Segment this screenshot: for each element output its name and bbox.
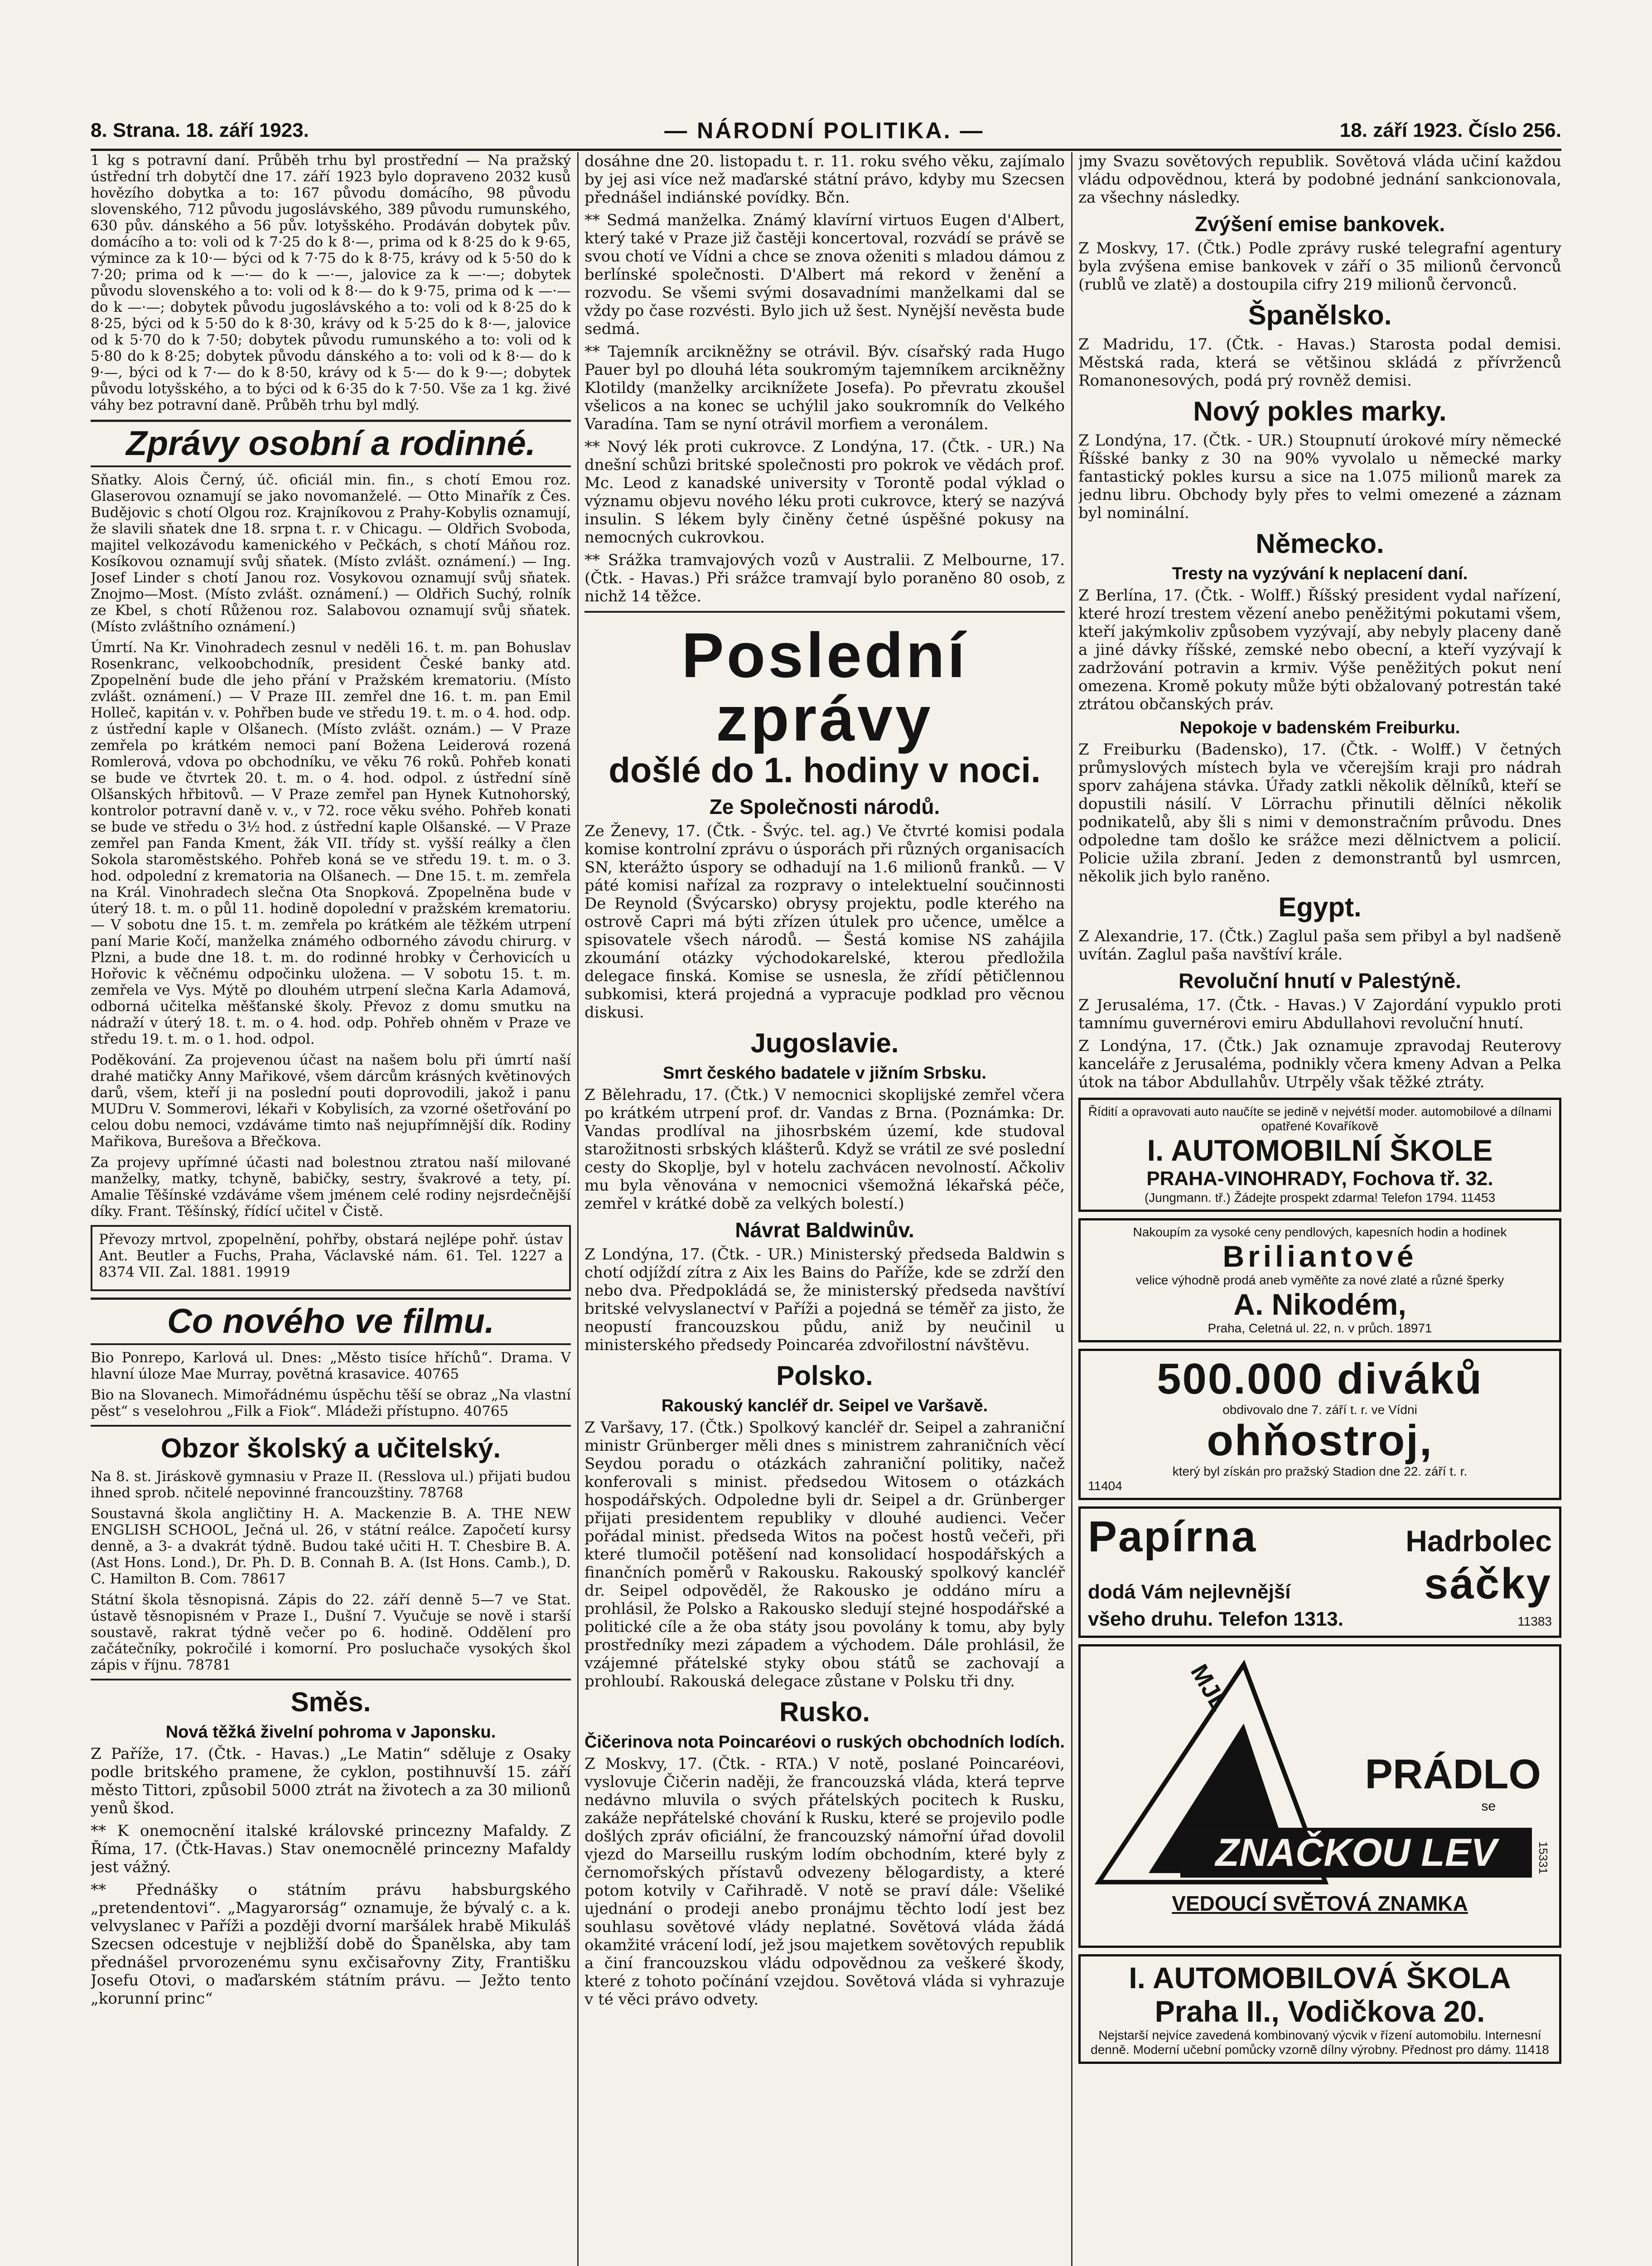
ad-pap-phone: všeho druhu. Telefon 1313. [1088, 1608, 1343, 1630]
japan-text: Z Paříže, 17. (Čtk. - Havas.) „Le Matin“ sděluje z Osaky podle britského pramene, že cyklon, postihnuvší 15. září město Tittori, způsobil 5000 ztrát na životech a za 30 milionů yenů škod. [91, 1745, 571, 1817]
heading-seipel: Rakouský kancléř dr. Seipel ve Varšavě. [661, 1396, 988, 1415]
ad-pap-text: dodá Vám nejlevnější [1088, 1581, 1291, 1603]
ad-brilliants [1078, 1218, 1561, 1342]
mafalda-text: ** K onemocnění italské královské princezny Mafaldy. Z Říma, 17. (Čtk-Havas.) Stav onemocnělé princezny Mafaldy jest vážný. [91, 1822, 571, 1876]
ad-fireworks-sub: obdivovalo dne 7. září t. r. ve Vídni [1222, 1403, 1417, 1417]
heading-palestine: Revoluční hnutí v Palestýně. [1179, 969, 1461, 993]
column-2 [584, 152, 1065, 2266]
madrid-text: Z Madridu, 17. (Čtk. - Havas.) Starosta podal demisi. Městská rada, která se většinou skládá z přívrženců Romanonesových, podá prý rovněž demisi. [1078, 335, 1561, 390]
heading-film: Co nového ve filmu. [91, 1298, 571, 1345]
lectures-text: ** Přednášky o státním právu habsburgského „pretendentovi“. „Magyarorság“ oznamuje, že bývalý c. a k. velvyslanec v Paříži a později dvorní maršálek hrabě Mikuláš Szecsen odcestuje v nejbližší době do Španělska, aby tam přednášel prvorozenému synu exčisařovny Zity, Františku Josefu Otovi, o maďarském státním právu. — Ježto tento „korunní princ“ [91, 1881, 571, 2008]
mark-text: Z Londýna, 17. (Čtk. - UR.) Stoupnutí úrokové míry německé Říšské banky z 30 na 90% vyvolalo u německé marky fantastický pokles kursu a sice na 1.075 milionů marek za jednu libru. Obchody byly přes to velmi omezené a záznam byl nominální. [1078, 431, 1561, 522]
ad-fireworks-bottom: který byl získán pro pražský Stadion dne 22. září t. r. [1172, 1464, 1468, 1478]
heading-germany: Německo. [1256, 528, 1384, 559]
heading-penalties: Tresty na vyzývání k neplacení daní. [1172, 564, 1468, 583]
ad-fireworks-viewers: 500.000 diváků [1157, 1355, 1483, 1403]
header-right: 18. září 1923. Číslo 256. [1339, 119, 1561, 141]
column-rule-1 [577, 152, 579, 2266]
rule [584, 611, 1065, 613]
ad-pap-bags: sáčky [1424, 1559, 1552, 1608]
ad-auto2-name: I. AUTOMOBILOVÁ ŠKOLA [1129, 1961, 1511, 1995]
heading-league: Ze Společnosti národů. [709, 795, 940, 818]
baldwin-text: Z Londýna, 17. (Čtk. - UR.) Ministerský předseda Baldwin s chotí odjíždí zítra z Aix les Bains do Paříže, kde se zdrží den nebo dva. Předpokládá se, že ministerský předseda navštíví britské velvyslanectví v Paříži a pojedná se téměř za jisto, že neopustí francouzskou půdu, aniž by neučinil u ministerského předsedy Poincaréa zdvořilostní návštěvu. [584, 1245, 1065, 1354]
school-3: Státní škola těsnopisná. Zápis do 22. září denně 5—7 ve Stat. ústavě těsnopisném v Praze I., Dušní 7. Vyučuje se nově i starší soustavě, rakrat týdně večer po 6. hodině. Oddělení pro začátečníky, pokročilé i komorní. Pro posluchače vysokých škol zápis v říjnu. 78781 [91, 1592, 571, 1673]
ad-fireworks [1078, 1349, 1561, 1500]
film-1: Bio Ponrepo, Karlová ul. Dnes: „Město tisíce hříchů“. Drama. V hlavní úloze Mae Murray, povětná krasavice. 40765 [91, 1350, 571, 1382]
tram-crash: ** Srážka tramvajových vozů v Australii. Z Melbourne, 17. (Čtk. - Havas.) Při srážce tramvají bylo poraněno 80 osob, z nichž 14 těžce. [584, 551, 1065, 605]
ad-pap-num: 11383 [1517, 1614, 1552, 1628]
heading-emission: Zvýšení emise bankovek. [1194, 212, 1445, 236]
ad-bril-mid: velice výhodně prodá aneb vyměňte za nové zlaté a různé šperky [1135, 1273, 1504, 1287]
freiburg-text: Z Freiburku (Badensko), 17. (Čtk. - Wolff.) V četných průmyslových místech byla ve včerejším kraji pro nádrah sporv zahájena stávka. Úřady zatkli několik dělníků, kteří se dopustili násilí. V Lörrachu přinutili dělníci několik podnikatelů, aby šli s nimi v demonstračním průvodu. Dnes odpoledne tam došlo ke srážce mezi dělnictvem a policií. Policie užila zbraní. Jeden z demonstrantů byl usmrcen, několik jich bylo raněno. [1078, 741, 1561, 886]
ad-pap-title: Papírna [1088, 1512, 1257, 1561]
deaths: Úmrtí. Na Kr. Vinohradech zesnul v neděli 16. t. m. pan Bohuslav Rosenkranc, velkoobchodník, president České banky atd. Zpopelnění bude dle jeho přání v Pražském krematoriu. (Místo zvlášt. oznámení.) — V Praze III. zemřel dne 16. t. m. pan Emil Holleč, kapitán v. v. Pohřben bude ve středu 19. t. m. o 4. hod. odp. z ústřední kaple v Olšanech. (Místo zvlášt. oznám.) — V Praze zemřela po krátkém nemoci paní Božena Leiderová rozená Romlerová, vdova po obchodníku, ve věku 76 roků. Pohřeb konati se bude ve čtvrtek 20. t. m. o 4. hod. odpol. z ústřední síně Olšanských hřbitovů. — V Praze zemřel pan Hynek Kutnohorský, kontrolor potravní daně v. v., v 72. roce věku svého. Pohřeb konati se bude ve středu o 3½ hod. z ústřední kaple Olšanské. — V Praze zemřel pan Fanda Kment, žák VII. třídy st. vyšší reálky a člen Sokola staroměstského. Pohřeb koná se ve středu 19. t. m. o 3. hod. odpolední z krematoria na Olšanech. — Dne 15. t. m. zemřela na Král. Vinohradech slečna Ota Snopková. Zpopelněna bude v úterý 18. t. m. o půl 11. hodině dopolední v pražském krematoriu. — V sobotu dne 15. t. m. zemřela po krátkém ale těžkém utrpení paní Marie Kočí, manželka známého odborného závodu chirurg. v Plzni, a bude dne 18. t. m. do rodinné hrobky v Čerhovicích u Hořovic k věčnému odpočinku uložena. — V sobotu 15. t. m. zemřela ve Vys. Mýtě po dlouhém utrpení slečna Karla Adamová, odborná učitelka měšťanské školy. Převoz z domu smutku na nádraží v úterý 18. t. m. o 4. hod. odp. Pohřeb ohněm v Praze ve středu 19. t. m. o 1. hod. odpol. [91, 639, 571, 1047]
geneva-text: Ze Ženevy, 17. (Čtk. - Švýc. tel. ag.) Ve čtvrté komisi podala komise kontrolní zprávu o úsporách při různých organisacích SN, kterážto úspory se odhadují na 1.6 milionů franků. — V páté komisi nařízal za rozpravy o intelektuelní součinnosti De Reynold (Švýcarsko) obrysy projektu, podle kterého na ostrově Capri má býti zřízen útulek pro učence, umělce a spisovatele všech národů. — Šestá komise NS zahájila zkoumání otázky východokarelské, kterou předložila delegace finská. Komise se usnesla, že zřídí pětičlennou subkomisi, která projedná a vypracuje podklad pro věcnou diskusi. [584, 822, 1065, 1022]
latest-news-banner [584, 620, 1065, 790]
ad-fireworks-word: ohňostroj, [1207, 1416, 1433, 1465]
heading-poland: Polsko. [776, 1361, 873, 1391]
thanks-2: Za projevy upřímné účasti nad bolestnou ztratou naší milované manželky, matky, tchyně, babičky, sestry, švakrové a tety, pí. Amalie Těšínské vzdáváme všem jménem celé rodiny nejsrdečnější díky. Frant. Těšínský, řídící učitel v Čistě. [91, 1154, 571, 1220]
ad-pradlo-num: 15331 [1536, 1841, 1550, 1874]
school-2: Soustavná škola angličtiny H. A. Mackenzie B. A. THE NEW ENGLISH SCHOOL, Ječná ul. 26, v státní reálce. Započetí kursy denně, a 3- a dvakrát týdně. Budou také učiti H. T. Chesbire B. A. (Ast Hons. Lond.), Dr. Ph. D. B. Connah B. A. (Ist Hons. Camb.), D. C. Hamilton B. Com. 78617 [91, 1506, 571, 1587]
thanks-1: Poděkování. Za projevenou účast na našem bolu při úmrtí naší drahé matičky Anny Mařikové, všem dárcům krásných květinových darů, všem, kteří ji na poslední pouti doprovodili, jakož i panu MUDru V. Sommerovi, lékaři v Kobylisích, za vzorné ošetřování po celou dobu nemoci, vzdáváme timto naš nejupřímnější dík. Rodiny Mařikova, Burešova a Břečkova. [91, 1052, 571, 1150]
heading-freiburg: Nepokoje v badenském Freiburku. [1179, 718, 1460, 737]
column-1 [91, 152, 571, 2266]
heading-yugoslavia: Jugoslavie. [750, 1028, 899, 1058]
heading-smes: Směs. [290, 1687, 371, 1717]
ad-bril-name: A. Nikodém, [1233, 1288, 1406, 1321]
rule [91, 1679, 571, 1680]
ad-pradlo-brand: ZNAČKOU LEV [1180, 1828, 1532, 1878]
egypt-text: Z Alexandrie, 17. (Čtk.) Zaglul paša sem přibyl a byl nadšeně uvítán. Zaglul paša navštíví krále. [1078, 927, 1561, 964]
chicherin-text: Z Moskvy, 17. (Čtk. - RTA.) V notě, poslané Poincaréovi, vyslovuje Čičerin naději, že francouzská vláda, která teprve nedávno mluvila o svých přátelských pocitech k Rusku, zakáže nepřátelské chování k Rusku, které se projevilo podle došlých zpráv oficiální, že francouzský námořní úřad dovolil vjezd do Marseillu ruským lodím obchodním, které byly z černomořských přístavů odvezeny bělogardisty, a které potom kotvily v Cařihradě. V notě se praví dále: Všeliké ujednání o prodeji anebo pronájmu těchto lodí jest bez souhlasu sovětové vlády neplatné. Sovětová vláda žádá okamžité vrácení lodí, jež jsou majetkem sovětových republik a činí francouzskou vládu odpovědnou za veškeré škody, které z tohoto počínání vzejdou. Sovětová vláda si vyhrazuje v té věci právo odvety. [584, 1755, 1065, 2009]
ad-auto1-bottom: (Jungmann. tř.) Žádejte prospekt zdarma! Telefon 1794. 11453 [1144, 1191, 1496, 1205]
ad-auto-school-2 [1078, 1954, 1561, 2064]
ad-auto1-addr: PRAHA-VINOHRADY, Fochova tř. 32. [1146, 1167, 1493, 1190]
continuation-text: jmy Svazu sovětových republik. Sovětová vláda učiní každou vládu odpovědnou, která by podobné jednání sankcionovala, za všechny následky. [1078, 152, 1561, 207]
heading-school: Obzor školský a učitelský. [160, 1433, 501, 1463]
weddings: Sňatky. Alois Černý, úč. oficiál min. fin., s chotí Emou roz. Glaserovou oznamují se jako novomanželé. — Otto Minařík z Čes. Budějovic s chotí Olgou roz. Krajníkovou z Prahy-Kobylis oznamují, že slavili sňatek dne 18. srpna t. r. v Chicagu. — Oldřich Svoboda, majitel velkozávodu kamenického v Pečkách, s chotí Máňou roz. Kosíkovou oznamují svůj sňatek. (Místo zvlášt. oznámení.) — Ing. Josef Linder s chotí Janou roz. Vosykovou oznamují svůj sňatek. Znojmo—Most. (Místo zvlášt. oznámení.) — Oldřich Suchý, rolník ze Kbel, s chotí Růženou roz. Salabovou oznamují svůj sňatek. (Místo zvláštního oznámení.) [91, 472, 571, 635]
ad-pradlo-se: se [1481, 1799, 1496, 1814]
emission-text: Z Moskvy, 17. (Čtk.) Podle zprávy ruské telegrafní agentury byla zvýšena emise bankovek v září o 35 milionů červonců (rublů ve zlatě) a dostoupila cifry 219 milionů červonců. [1078, 239, 1561, 294]
ad-auto-school-1 [1078, 1098, 1561, 1212]
ad-pradlo-tagline: VEDOUCÍ SVĚTOVÁ ZNAMKA [1172, 1892, 1468, 1915]
funeral-ad-text: Převozy mrtvol, zpopelnění, pohřby, obstará nejlépe pohř. ústav Ant. Beutler a Fuchs, Praha, Václavské nám. 61. Tel. 1227 a 8374 VII. Zal. 1881. 19919 [99, 1231, 563, 1280]
heading-russia: Rusko. [779, 1697, 870, 1727]
seventh-wife: ** Sedmá manželka. Známý klavírní virtuos Eugen d'Albert, který také v Praze již častěji koncertoval, rozvádí se právě se svou chotí ve Vídni a chce se znova oženiti s mladou dámou z berlínské společnosti. D'Albert má rekord v ženění a rozvodu. Se všemi svými dosavadními manželkami dal se vždy po čase rozvésti. Bylo jich už šest. Nynější nevěsta bude sedmá. [584, 211, 1065, 338]
column-rule-2 [1071, 152, 1072, 2266]
heading-spain: Španělsko. [1248, 300, 1392, 330]
heading-chicherin: Čičerinova nota Poincaréovi o ruských obchodních lodích. [584, 1733, 1065, 1752]
heading-japan: Nová těžká živelní pohroma v Japonsku. [165, 1723, 496, 1742]
funeral-ad [91, 1225, 571, 1291]
ad-bril-word: Briliantové [1222, 1240, 1417, 1273]
ad-bril-addr: Praha, Celetná ul. 22, n. v průch. 18971 [1208, 1321, 1432, 1335]
rule [91, 1425, 571, 1427]
column-3 [1078, 152, 1561, 2266]
ad-fireworks-num: 11404 [1088, 1479, 1122, 1493]
market-report: 1 kg s potravní daní. Průběh trhu byl prostřední — Na pražský ústřední trh dobytčí dne 17. září 1923 bylo dopraveno 2032 kusů hovězího dobytka a to: 167 původu domácího, 98 původu slovenského, 712 původu jugoslávského, 389 původu rumunského, 630 pův. dánského a 56 pův. lotyšského. Prodáván dobytek pův. domácího a to: voli od k 7·25 do k 8·—, prima od k 8·25 do k 9·65, výmince za k 10·— býci od k 7·75 do k 8·75, krávy od k 5·50 do k 7·20; prima od k —·— do k —·—, jalovice za k —·—; dobytek původu slovenského a to: voli od k 8·— do k 9·75, prima od k —·— do k —·—; dobytek původu jugoslávského a to: voli od k 8·25 do k 8·25, býci od k 5·50 do k 8·30, krávy od k 5·25 do k 8·—, jalovice od k 5·70 do k 7·50; dobytek původu rumunského a to: voli od k 5·80 do k 8·25; dobytek původu dánského a to: voli od k 8·— do k 9·—, býci od k 7·— do k 8·50, krávy od k 5·— do k 9·—; dobytek původu lotyšského, a to býci od k 6·35 do k 7·50. Vše za 1 kg. živé váhy bez potravní daně. Průběh trhu byl mdlý. [91, 152, 571, 413]
heading-baldwin: Návrat Baldwinův. [735, 1218, 914, 1242]
heading-mark: Nový pokles marky. [1193, 396, 1447, 426]
penalties-text: Z Berlína, 17. (Čtk. - Wolff.) Říšský president vydal nařízení, které hrozí trestem vězení anebo peněžitými pokutami všem, kteří jakýmkoliv způsobem vyzývají, aby nebyly placeny daně a jiné dávky říšské, zemské nebo obecní, a kteří vyzývají k zadržování potravin a krmiv. Výše peněžitých pokut není omezena. Kromě pokuty může býti obžalovaný potrestán také ztrátou občanských práv. [1078, 586, 1561, 713]
ad-auto2-addr: Praha II., Vodičkova 20. [1154, 1995, 1485, 2028]
ad-auto1-top: Řídití a opravovati auto naučíte se jedině v nejvétší moder. automobilové a dílnami opatřené Kovaříkově [1088, 1104, 1552, 1133]
ad-auto1-name: I. AUTOMOBILNÍ ŠKOLE [1147, 1133, 1493, 1167]
ad-pradlo-mjl: MJL [1185, 1660, 1233, 1716]
secretary-poisoned: ** Tajemník arcikněžny se otrávil. Býv. císařský rada Hugo Pauer byl po dlouhá léta soukromým tajemníkem arcikněžny Klotildy (manželky arciknížete Josefa). Po převratu zkoušel všelicos a na konec se uchýlil jako soukromník do Velkého Varadína. Tam se nyní otrávil morfiem a veronálem. [584, 343, 1065, 433]
palestine-text-2: Z Londýna, 17. (Čtk.) Jak oznamuje zpravodaj Reuterovy kanceláře z Jerusaléma, podnikly včera kmeny Advan a Pelka útok na tábor Abdullahův. Utrpěly však těžké ztráty. [1078, 1037, 1561, 1091]
heading-personal: Zprávy osobní a rodinné. [91, 420, 571, 467]
header-left: 8. Strana. 18. září 1923. [91, 119, 309, 141]
ad-pradlo-word: PRÁDLO [1365, 1751, 1541, 1797]
insulin: ** Nový lék proti cukrovce. Z Londýna, 17. (Čtk. - UR.) Na dnešní schůzi britské společnosti pro pokrok ve vědách prof. Mc. Leod z kanadské university v Torontě podal výklad o významu objevu nového léku proti cukrovce, který se nazývá insulin. S lékem byly činěny četné úspěšné pokusy na nemocných cukrovkou. [584, 438, 1065, 547]
header-masthead: — NÁRODNÍ POLITIKA. — [664, 118, 985, 143]
seipel-text: Z Varšavy, 17. (Čtk.) Spolkový kancléř dr. Seipel a zahraniční ministr Grünberger měli dnes s ministrem zahraničních věcí Seydou poradu o otázkách zahraniční politiky, načež konferovali s minist. předsedou Witosem o otázkách hospodářských. Odpoledne byli dr. Seipel a dr. Grünberger přijati presidentem republiky v dlouhé audienci. Večer pořádal minist. předseda Witos na počest hostů večeři, při které tlumočil potěšení nad konsolidací hospodářských a finančních poměrů v Rakousku. Rakouský spolkový kancléř dr. Seipel odpověděl, že Rakousko je oddáno míru a prohlásil, že Polsko a Rakousko sledují stejné hospodářské a politické cíle a že oba státy jsou povolány k tomu, aby byly prostředníky mezi západem a východem. Dále prohlásil, že vzájemné přátelské styky obou států se zachovají a prohloubí. Rakouská delegace zůstane v Polsku tři dny. [584, 1419, 1065, 1690]
heading-egypt: Egypt. [1278, 892, 1362, 922]
ad-papirna [1078, 1506, 1561, 1638]
continuation-text: dosáhne dne 20. listopadu t. r. 11. roku svého věku, zajímalo by jej asi více než maďarské státní právo, kdyby mu Szecsen přednášel indiánské povídky. Bčn. [584, 152, 1065, 207]
latest-news-subtitle: došlé do 1. hodiny v noci. [609, 750, 1041, 790]
school-1: Na 8. st. Jiráskově gymnasiu v Praze II. (Resslova ul.) přijati budou ihned sprob. nčitelé nepovinné francouzštiny. 78768 [91, 1468, 571, 1501]
palestine-text-1: Z Jerusaléma, 17. (Čtk. - Havas.) V Zajordání vypuklo proti tamnímu guvernérovi emiru Abdullahovi revoluční hnutí. [1078, 996, 1561, 1032]
ad-pradlo [1078, 1644, 1561, 1948]
heading-vandas: Smrt českého badatele v jižním Srbsku. [663, 1064, 986, 1083]
film-2: Bio na Slovanech. Mimořádnému úspěchu těší se obraz „Na vlastní pěst“ s veselohrou „Filk a Fiok“. Mládeži přístupno. 40765 [91, 1387, 571, 1419]
ad-bril-top: Nakoupím za vysoké ceny pendlových, kapesních hodin a hodinek [1133, 1225, 1507, 1239]
ad-auto2-bottom: Nejstarší nejvíce zavedená kombinovaný výcvik v řízení automobilu. Internesní denně. Moderní učební pomůcky vzorně dílny výrobny. Přednost pro dámy. 11418 [1091, 2028, 1549, 2057]
page-header [91, 112, 1561, 151]
latest-news-title: Poslední zprávy [681, 620, 968, 754]
ad-pap-name: Hadrbolec [1406, 1524, 1552, 1558]
belgrade-text: Z Bělehradu, 17. (Čtk.) V nemocnici skoplijské zemřel včera po krátkém utrpení prof. dr. Vandas z Brna. (Poznámka: Dr. Vandas prodlíval na jihosrbském území, kde studoval starožitnosti srbských klášterů. Když se vrátil ze své poslední cesty do Skoplje, byl v hotelu zachvácen nevolností. Ačkoliv mu byla věnována v nemocnici všemožná lékařská péče, zemřel v krátké době za velkých bolestí.) [584, 1086, 1065, 1213]
